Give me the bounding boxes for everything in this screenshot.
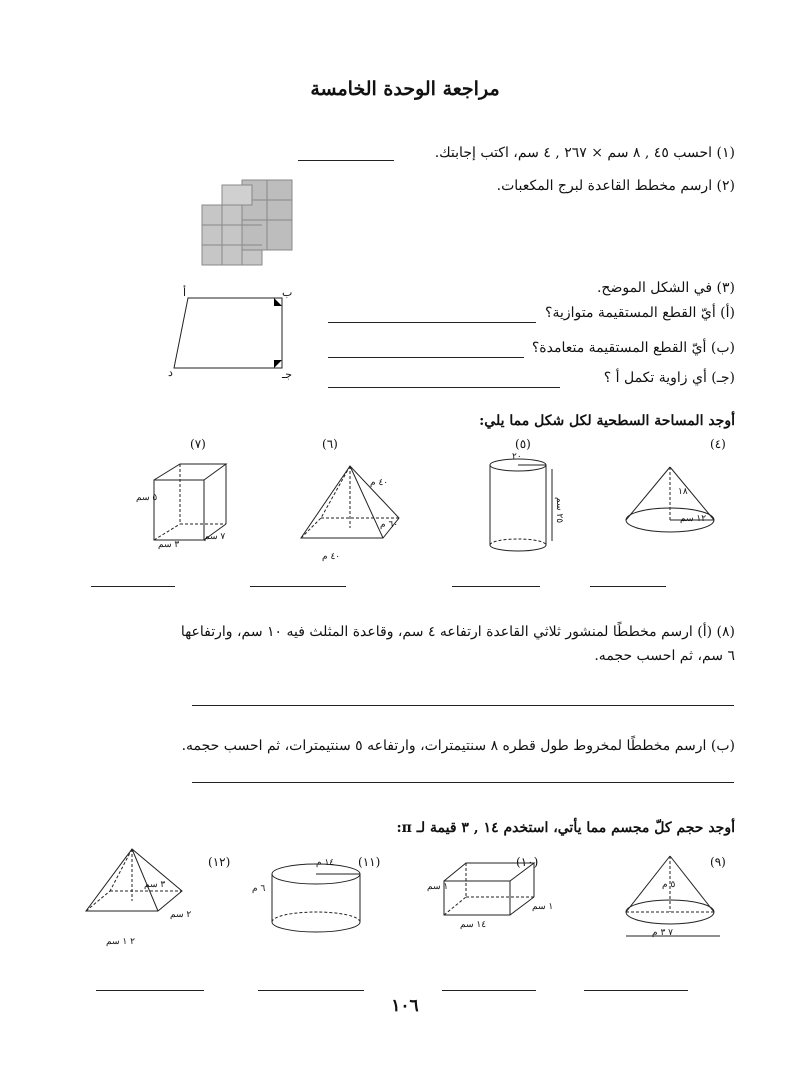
problem-9-number: (٩) (710, 855, 726, 869)
answer-line-3c[interactable] (328, 387, 560, 388)
vertex-alef: أ (183, 286, 187, 299)
pyramid-figure-12 (82, 845, 192, 935)
pyramid-12-side: ٢ سم (170, 910, 192, 920)
cone-figure-4 (620, 465, 720, 545)
prism-10-width: ١ سم (532, 902, 554, 912)
question-3-intro: (٣) في الشكل الموضح. (596, 280, 735, 296)
problem-4-number: (٤) (710, 437, 726, 451)
prism-figure-10 (440, 857, 540, 927)
cone-9-diameter: ٧ ٣ م (652, 928, 673, 938)
question-8a-line1: (٨) (أ) ارسم مخططًا لمنشور ثلاثي القاعدة ارتفاعه ٤ سم، وقاعدة المثلث فيه ١٠ سم، وارتفاعها (180, 624, 735, 640)
cube-tower-figure (198, 170, 298, 270)
question-2: (٢) ارسم مخطط القاعدة لبرج المكعبات. (496, 178, 735, 194)
prism-10-height: ١ سم (427, 882, 449, 892)
page-title: مراجعة الوحدة الخامسة (310, 78, 500, 100)
problem-6-number: (٦) (322, 437, 338, 451)
answer-line-5[interactable] (452, 586, 540, 587)
question-1: (١) احسب ٤٥ , ٨ سم × ٢٦٧ , ٤ سم، اكتب إجابتك. (434, 145, 735, 161)
question-3b: (ب) أيّ القطع المستقيمة متعامدة؟ (531, 340, 735, 356)
answer-line-7[interactable] (91, 586, 175, 587)
answer-line-8b[interactable] (192, 782, 734, 783)
answer-line-12[interactable] (96, 990, 204, 991)
pyramid-6-side: ٦٠ م (380, 520, 399, 530)
surface-area-heading: أوجد المساحة السطحية لكل شكل مما يلي: (479, 413, 735, 429)
pyramid-12-height: ٣ سم (144, 880, 166, 890)
pyramid-6-slant: ٤٠ م (370, 478, 389, 488)
answer-line-6[interactable] (250, 586, 346, 587)
cone-figure-9 (620, 852, 730, 947)
answer-line-11[interactable] (258, 990, 364, 991)
prism-7-height: ٥ سم (136, 493, 158, 503)
answer-line-8a[interactable] (192, 705, 734, 706)
cone-4-radius: ١٢ سم (680, 514, 707, 524)
page-number: ١٠٦ (391, 996, 419, 1016)
vertex-jim: جـ (282, 368, 293, 381)
cylinder-11-radius: ١٤ م (316, 858, 335, 868)
cylinder-11-height: ٦ م (252, 884, 266, 894)
answer-line-1[interactable] (298, 160, 394, 161)
prism-7-depth: ٧ سم (204, 532, 226, 542)
pyramid-12-base: ٢ ١ سم (106, 937, 135, 947)
prism-7-width: ٣ سم (158, 540, 180, 550)
cylinder-5-height: ٢٥ سم (554, 497, 564, 524)
answer-line-3a[interactable] (328, 322, 536, 323)
vertex-dal: د (168, 366, 173, 379)
prism-10-length: ١٤ سم (460, 920, 487, 930)
question-3c: (جـ) أي زاوية تكمل أ ؟ (603, 370, 735, 386)
problem-10-number: (١٠) (516, 855, 539, 869)
answer-line-4[interactable] (590, 586, 666, 587)
pyramid-6-base: ٤٠ م (322, 552, 341, 562)
answer-line-10[interactable] (442, 990, 536, 991)
trapezoid-figure (170, 290, 295, 375)
problem-11-number: (١١) (358, 855, 381, 869)
prism-figure-7 (150, 460, 240, 545)
problem-12-number: (١٢) (208, 855, 231, 869)
problem-5-number: (٥) (515, 437, 531, 451)
cylinder-figure-11 (268, 860, 368, 940)
cone-9-height: ٥ م (662, 880, 676, 890)
volume-heading: أوجد حجم كلّ مجسم مما يأتي، استخدم ١٤ , ٣ قيمة لـ π: (396, 820, 735, 836)
cylinder-figure-5 (488, 457, 558, 557)
problem-7-number: (٧) (190, 437, 206, 451)
cylinder-5-radius: ٢٠ (512, 452, 522, 462)
vertex-ba: ب (282, 286, 293, 299)
question-8a-line2: ٦ سم، ثم احسب حجمه. (594, 648, 735, 664)
question-8b: (ب) ارسم مخططًا لمخروط طول قطره ٨ سنتيمترات، وارتفاعه ٥ سنتيمترات، ثم احسب حجمه. (181, 738, 735, 754)
answer-line-9[interactable] (584, 990, 688, 991)
question-3a: (أ) أيّ القطع المستقيمة متوازية؟ (545, 305, 735, 321)
answer-line-3b[interactable] (328, 357, 524, 358)
cone-4-slant: ١٨ (678, 487, 688, 497)
pyramid-figure-6 (295, 462, 405, 552)
